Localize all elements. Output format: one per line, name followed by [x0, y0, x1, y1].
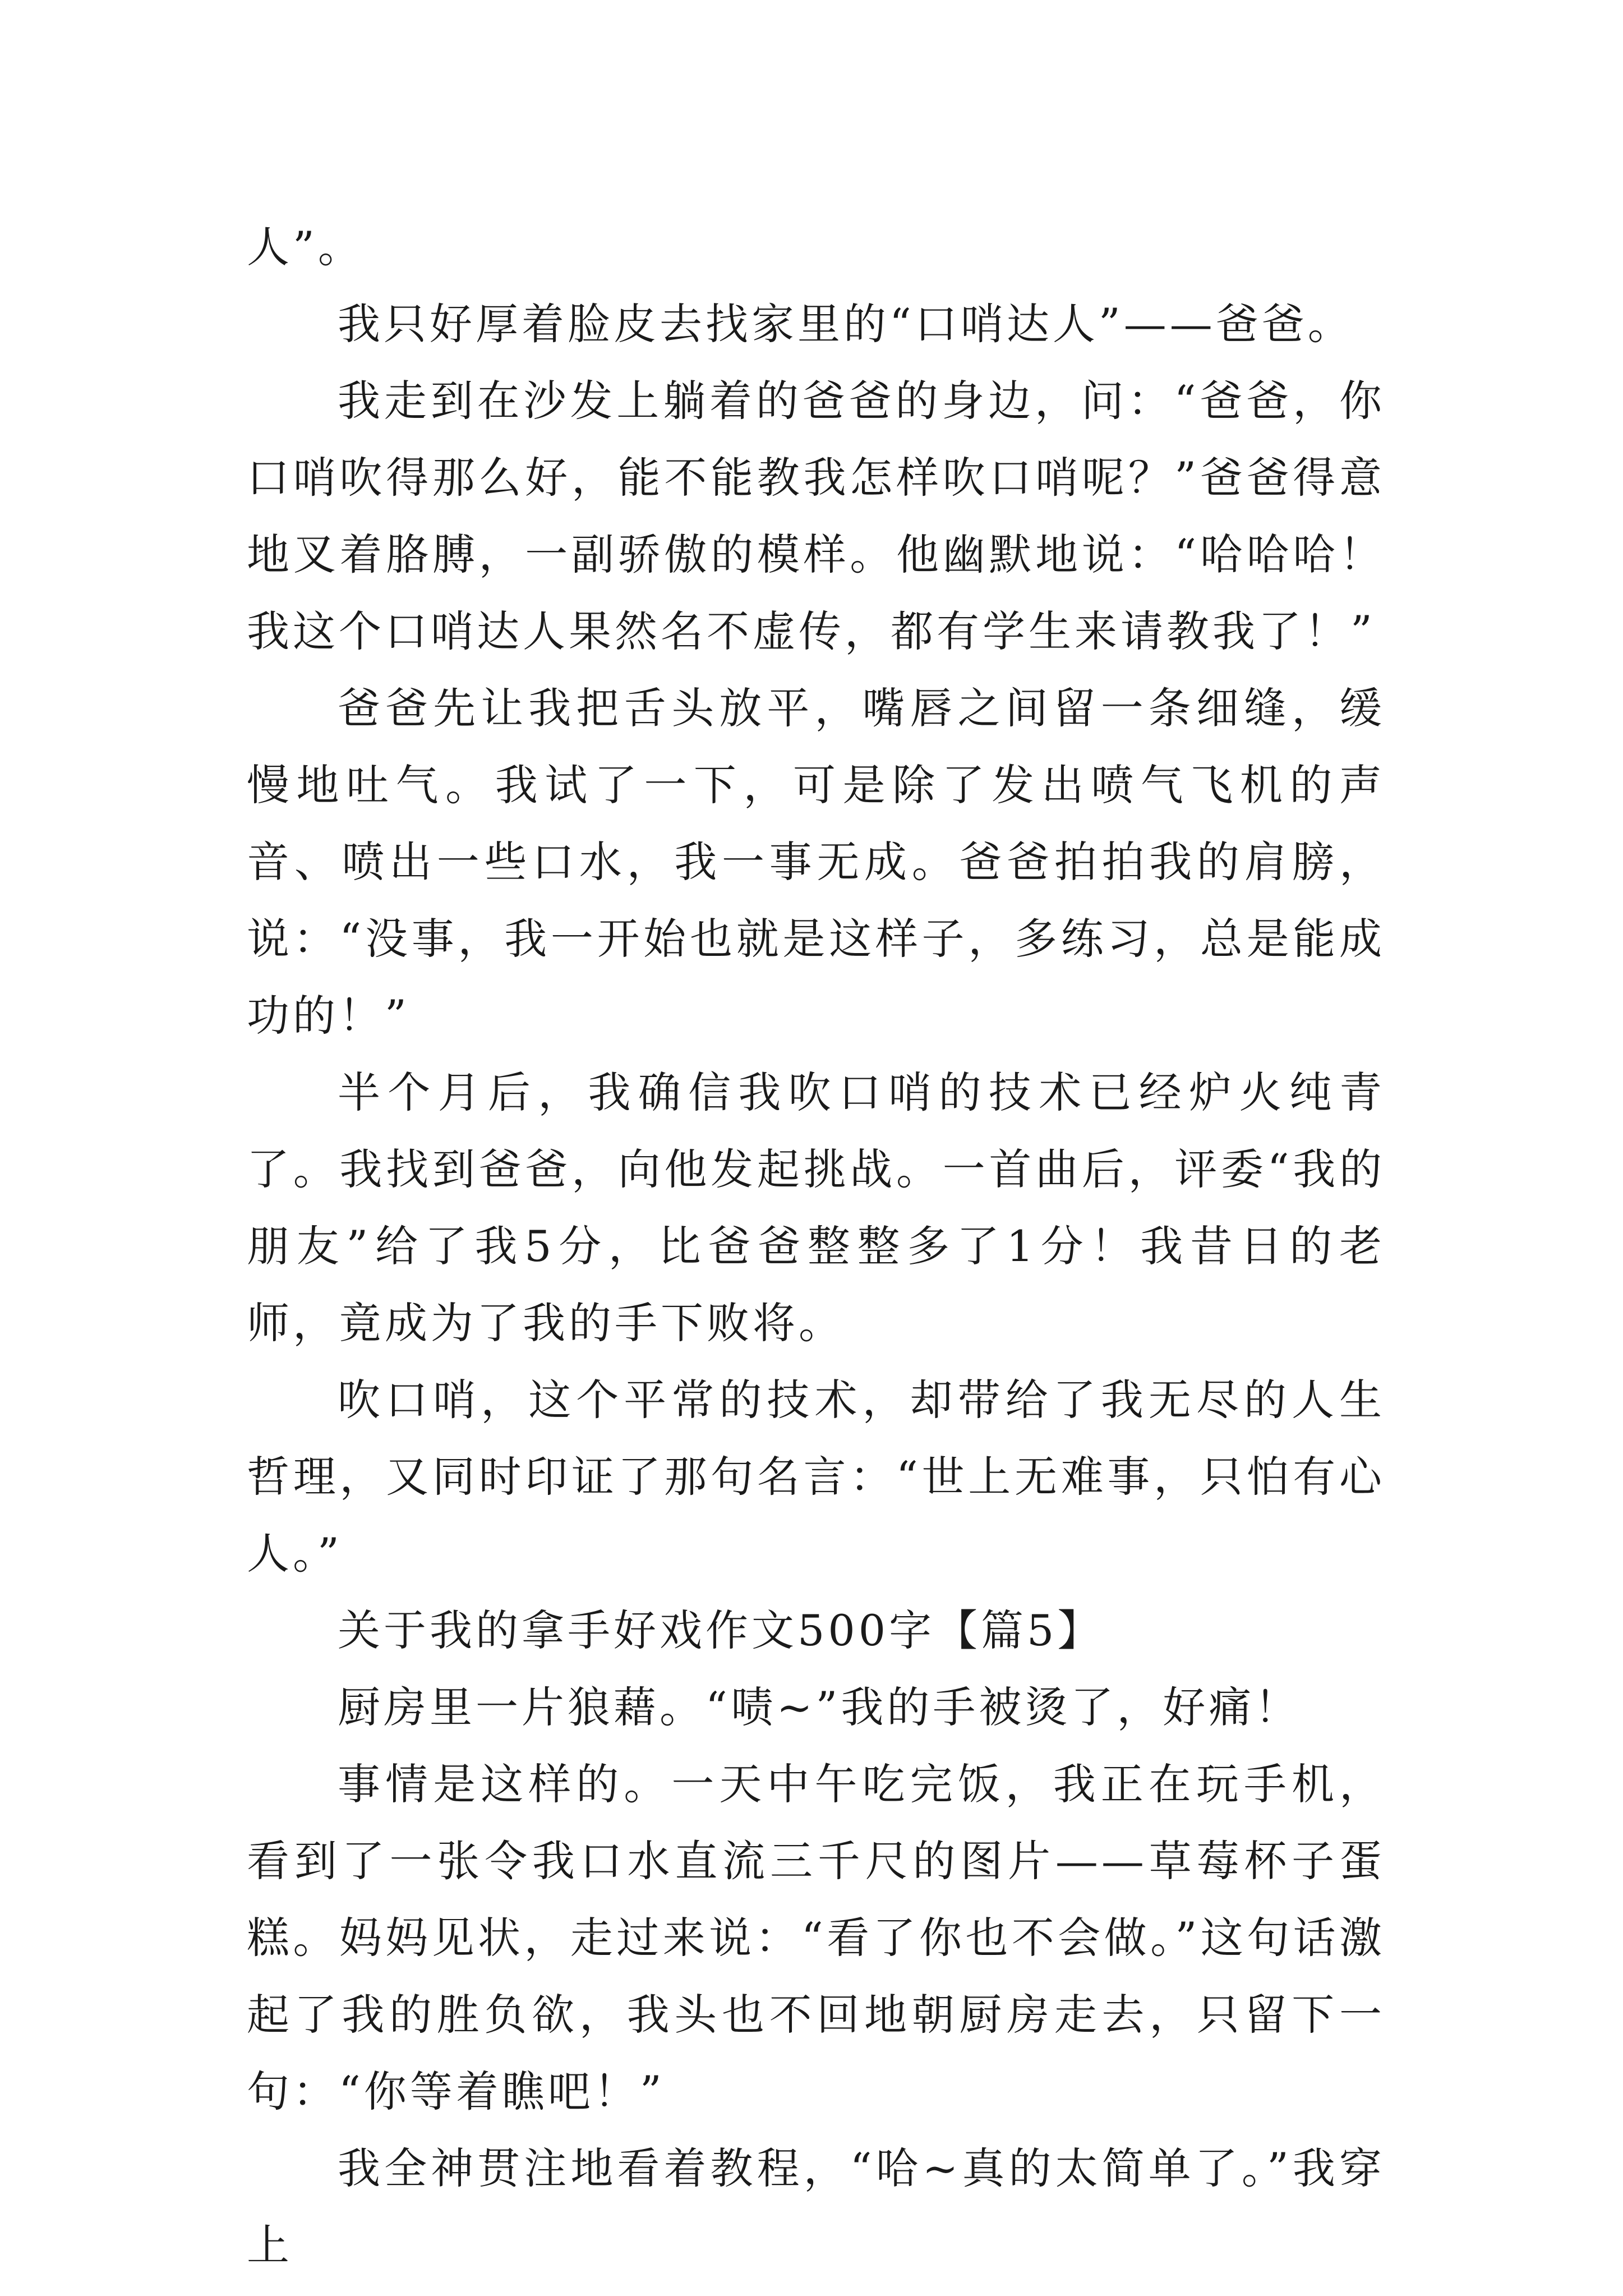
paragraph-9: 事情是这样的。一天中午吃完饭，我正在玩手机，看到了一张令我口水直流三千尺的图片——草莓杯子蛋糕。妈妈见状，走过来说：“看了你也不会做。”这句话激起了我的胜负欲，我头也不回地朝厨房走去，只留下一句：“你等着瞧吧！”	[247, 1759, 1385, 2116]
document-body	[247, 209, 1385, 2284]
paragraph-5: 半个月后，我确信我吹口哨的技术已经炉火纯青了。我找到爸爸，向他发起挑战。一首曲后，评委“我的朋友”给了我5分，比爸爸整整多了1分！我昔日的老师，竟成为了我的手下败将。	[247, 1068, 1385, 1348]
paragraph-2: 我只好厚着脸皮去找家里的“口哨达人”——爸爸。	[338, 299, 1354, 349]
paragraph-8: 厨房里一片狼藉。“啧~”我的手被烫了，好痛！	[338, 1682, 1301, 1732]
paragraph-6: 吹口哨，这个平常的技术，却带给了我无尽的人生哲理，又同时印证了那句名言：“世上无难事，只怕有心人。”	[247, 1375, 1385, 1579]
paragraph-10: 我全神贯注地看着教程，“哈~真的太简单了。”我穿上	[247, 2143, 1385, 2270]
paragraph-3: 我走到在沙发上躺着的爸爸的身边，问：“爸爸，你口哨吹得那么好，能不能教我怎样吹口哨呢？”爸爸得意地叉着胳膊，一副骄傲的模样。他幽默地说：“哈哈哈！我这个口哨达人果然名不虚传，都有学生来请教我了！”	[247, 376, 1385, 656]
paragraph-1: 人”。	[247, 222, 364, 272]
paragraph-4: 爸爸先让我把舌头放平，嘴唇之间留一条细缝，缓慢地吐气。我试了一下，可是除了发出喷气飞机的声音、喷出一些口水，我一事无成。爸爸拍拍我的肩膀，说：“没事，我一开始也就是这样子，多练习，总是能成功的！”	[247, 683, 1385, 1041]
section-heading: 关于我的拿手好戏作文500字【篇5】	[338, 1605, 1104, 1655]
